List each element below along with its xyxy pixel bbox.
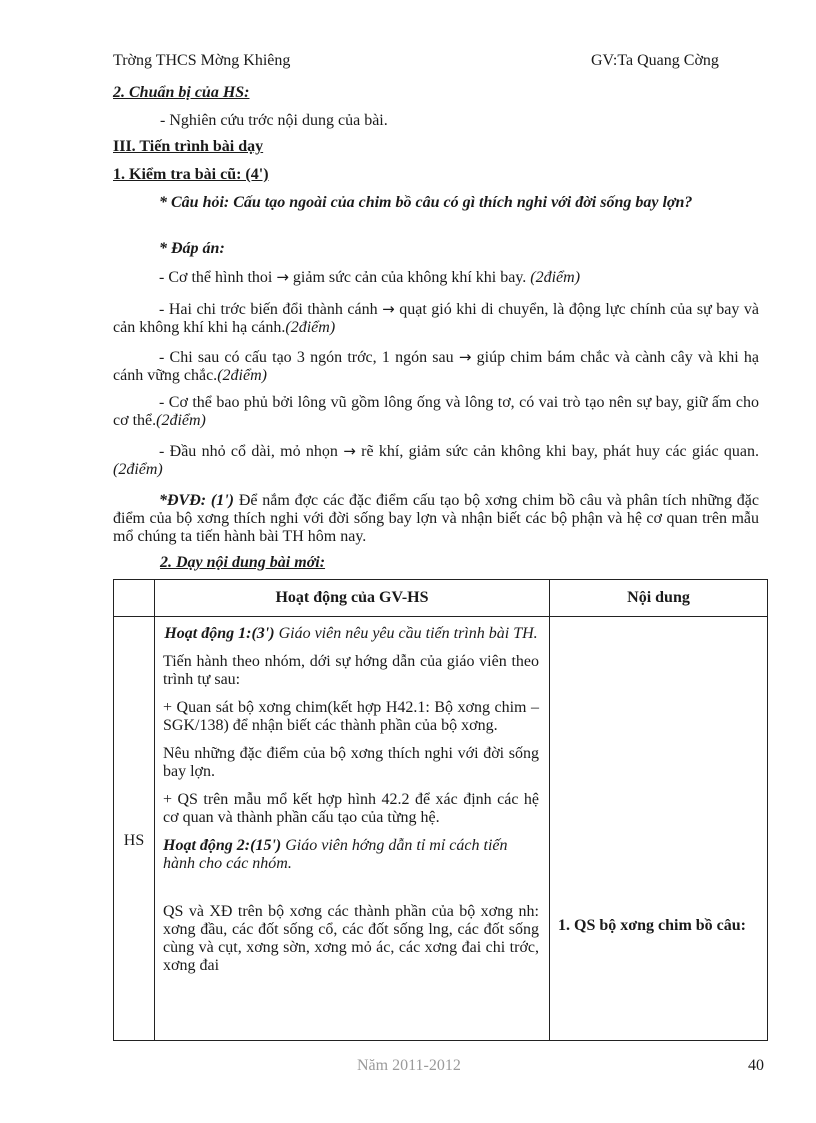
answer-2-result: quạt gió khi di chuyển, là động lực chính của sự bay và cản không khí khi hạ cánh. <box>113 301 760 336</box>
question: * Câu hỏi: Cấu tạo ngoài của chim bồ câu có gì thích nghi với đời sống bay lợn? <box>159 194 693 211</box>
activity-1-desc: Giáo viên nêu yêu cầu tiến trình bài TH. <box>278 625 538 642</box>
lesson-table <box>113 579 768 1041</box>
answer-3-score: (2điểm) <box>217 367 267 384</box>
page-number: 40 <box>748 1057 764 1074</box>
arrow-right-icon: → <box>382 300 395 318</box>
arrow-right-icon: → <box>458 348 472 366</box>
prep-heading: 2. Chuẩn bị của HS: <box>113 84 250 101</box>
activity-1-para-1: Tiến hành theo nhóm, dới sự hớng dẫn của giáo viên theo trình tự sau: <box>163 653 539 688</box>
answer-3-result: giúp chim bám chắc và cành cây và khi hạ cánh vững chắc. <box>113 349 759 384</box>
header-cell-blank <box>114 580 155 617</box>
content-1: 1. QS bộ xơng chim bồ câu: <box>558 917 746 934</box>
header-activity: Hoạt động của GV-HS <box>155 580 550 617</box>
answer-3-text: - Chi sau có cấu tạo 3 ngón trớc, 1 ngón sau <box>159 349 454 366</box>
answer-4 <box>113 394 759 430</box>
answer-2 <box>113 300 759 337</box>
answer-5-score: (2điểm) <box>113 461 163 478</box>
teach-heading: 2. Dạy nội dung bài mới: <box>160 554 326 571</box>
activity-1-heading <box>163 625 539 643</box>
answer-3 <box>113 348 759 385</box>
activity-2-heading <box>163 837 539 873</box>
activity-1-title: Hoạt động 1:(3') <box>164 625 275 642</box>
school-name: Trờng THCS Mờng Khiêng <box>113 52 291 69</box>
answer-4-text: - Cơ thể bao phủ bởi lông vũ gồm lông ống và lông tơ, có vai trò tạo nên sự bay, giữ ấm cho cơ thể. <box>113 394 759 429</box>
answer-heading: * Đáp án: <box>159 240 225 257</box>
answer-1-score: (2điểm) <box>530 269 581 286</box>
intro-text: Để nắm đợc các đặc điểm cấu tạo bộ xơng chim bồ câu và phân tích những đặc điểm của bộ xơng thích nghi với đời sống bay lợn và nhận biết các bộ phận và hệ cơ quan trên mẫu mổ chúng ta tiến hành bài TH hôm nay. <box>113 492 760 545</box>
section-heading: III. Tiến trình bài dạy <box>113 138 264 155</box>
table-row <box>114 617 768 1041</box>
answer-5 <box>113 442 759 479</box>
activity-1-para-2: + Quan sát bộ xơng chim(kết hợp H42.1: Bộ xơng chim – SGK/138) để nhận biết các thành phần của bộ xơng. <box>163 699 539 734</box>
teacher-name: GV:Ta Quang Cờng <box>591 52 719 69</box>
answer-1-text: - Cơ thể hình thoi <box>159 269 273 286</box>
header-content: Nội dung <box>550 580 768 617</box>
intro-paragraph <box>113 492 759 546</box>
footer-year: Năm 2011-2012 <box>357 1057 461 1074</box>
table-header-row <box>114 580 768 617</box>
activity-2-title: Hoạt động 2:(15') <box>163 837 282 854</box>
answer-4-score: (2điểm) <box>156 412 206 429</box>
prep-item: - Nghiên cứu trớc nội dung của bài. <box>160 112 388 129</box>
row-label: HS <box>114 617 155 1041</box>
check-heading: 1. Kiểm tra bài cũ: (4') <box>113 166 269 183</box>
intro-label: *ĐVĐ: (1') <box>159 492 235 509</box>
activity-1-para-3: Nêu những đặc điểm của bộ xơng thích nghi với đời sống bay lợn. <box>163 745 539 780</box>
answer-2-text: - Hai chi trớc biến đổi thành cánh <box>159 301 378 318</box>
activity-1-para-4: + QS trên mẫu mổ kết hợp hình 42.2 để xác định các hệ cơ quan và thành phần cấu tạo của từng hệ. <box>163 791 539 826</box>
answer-1-result: giảm sức cản của không khí khi bay. <box>292 269 527 286</box>
answer-1 <box>113 268 759 287</box>
answer-2-score: (2điểm) <box>285 319 336 336</box>
answer-5-result: rẽ khí, giảm sức cản không khi bay, phát huy các giác quan. <box>361 443 760 460</box>
answer-5-text: - Đầu nhỏ cổ dài, mỏ nhọn <box>159 443 338 460</box>
content-cell <box>550 617 768 1041</box>
activity-2-desc: Giáo viên hớng dẫn tỉ mỉ cách tiến hành cho các nhóm. <box>163 837 508 872</box>
activity-cell <box>155 617 550 1041</box>
arrow-right-icon: → <box>343 442 356 460</box>
arrow-right-icon: → <box>276 268 289 286</box>
activity-2-para-1: QS và XĐ trên bộ xơng các thành phần của bộ xơng nh: xơng đầu, các đốt sống cổ, các đốt sống lng, các đốt sống cùng và cụt, xơng sờn, xơng mỏ ác, các xơng đai chi trớc, xơng đai <box>163 903 539 974</box>
